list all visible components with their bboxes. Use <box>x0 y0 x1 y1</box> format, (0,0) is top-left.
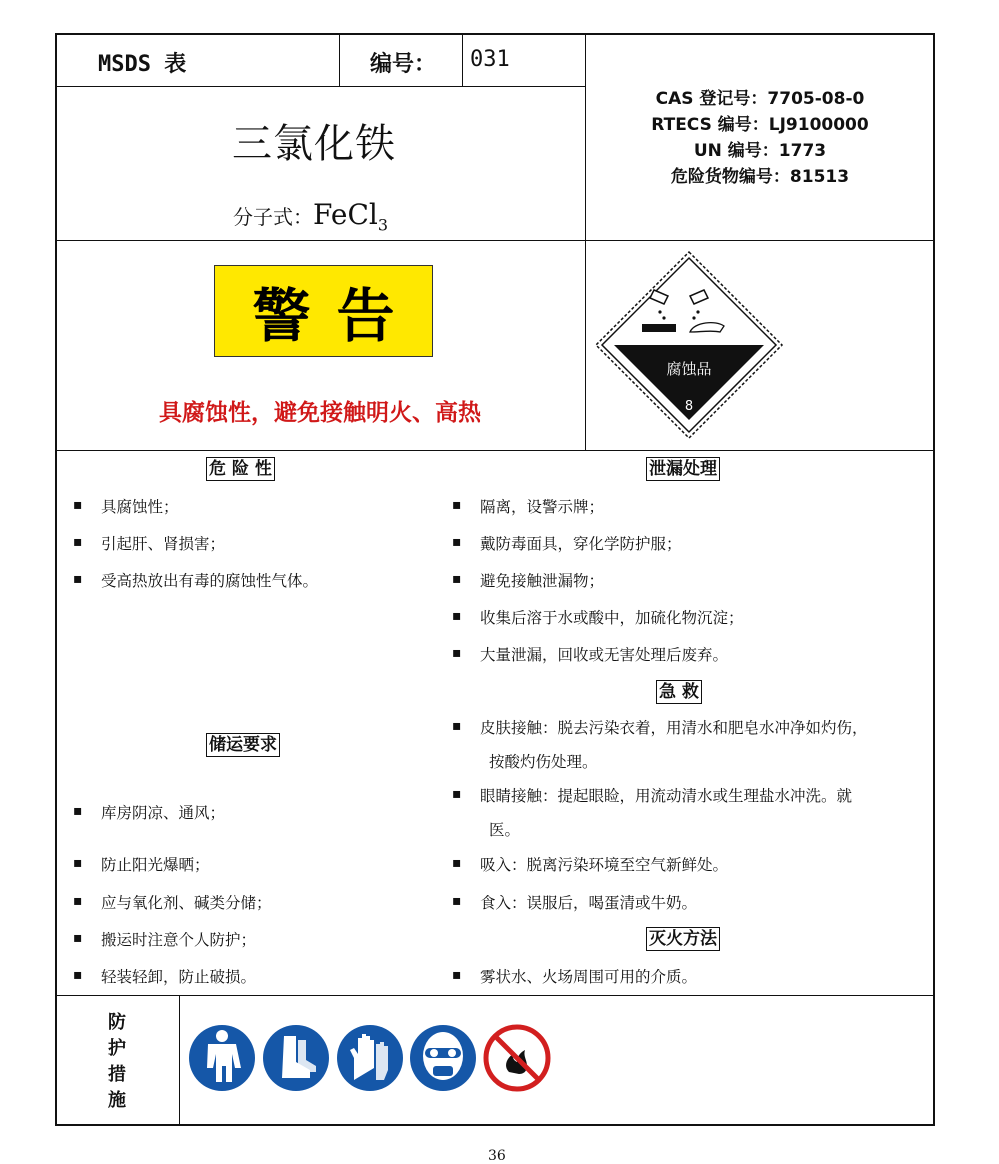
list-item: 避免接触泄漏物； <box>480 572 605 590</box>
safety-boots-icon <box>262 1022 330 1094</box>
list-item: 防止阳光爆晒； <box>101 856 210 874</box>
list-item: 收集后溶于水或酸中，加硫化物沉淀； <box>480 609 744 627</box>
list-item: 搬运时注意个人防护； <box>101 931 257 949</box>
divider <box>55 240 935 241</box>
list-item: 戴防毒面具，穿化学防护服； <box>480 535 682 553</box>
hazard-heading: 危 险 性 <box>206 457 275 481</box>
list-item: 库房阴凉、通风； <box>101 804 226 822</box>
divider <box>55 450 935 451</box>
list-item: 受高热放出有毒的腐蚀性气体。 <box>101 572 319 590</box>
msds-label: MSDS 表 <box>98 52 187 77</box>
divider <box>179 995 180 1126</box>
divider <box>55 86 585 87</box>
cas-number: CAS 登记号：7705-08-0 <box>655 89 865 109</box>
page-number: 36 <box>488 1148 506 1164</box>
list-item-cont: 医。 <box>489 821 521 839</box>
registry-codes <box>590 86 930 190</box>
list-item: 食入：误服后，喝蛋清或牛奶。 <box>480 894 698 912</box>
warning-subtitle: 具腐蚀性，避免接触明火、高热 <box>159 400 481 426</box>
no-fire-icon <box>483 1022 551 1094</box>
list-item: 应与氧化剂、碱类分储； <box>101 894 272 912</box>
substance-name: 三氯化铁 <box>232 121 396 167</box>
goggles-mask-icon <box>409 1022 477 1094</box>
list-item: 隔离，设警示牌； <box>480 498 605 516</box>
firstaid-heading: 急 救 <box>656 680 702 704</box>
number-label: 编号： <box>370 52 437 77</box>
warning-banner <box>214 265 433 357</box>
un-number: UN 编号：1773 <box>693 141 827 161</box>
hazard-class: 8 <box>684 399 694 414</box>
storage-heading: 储运要求 <box>206 733 280 757</box>
list-item: 吸入：脱离污染环境至空气新鲜处。 <box>480 856 729 874</box>
protection-label: 防 护 措 施 <box>108 1012 126 1111</box>
list-item-cont: 按酸灼伤处理。 <box>489 753 598 771</box>
protective-suit-icon <box>188 1022 256 1094</box>
list-item: 皮肤接触：脱去污染衣着，用清水和肥皂水冲净如灼伤， <box>480 719 868 737</box>
list-item: 轻装轻卸，防止破损。 <box>101 968 257 986</box>
warning-title: 警告 <box>252 282 421 350</box>
list-item: 具腐蚀性； <box>101 498 179 516</box>
formula-label: 分子式： <box>233 205 313 229</box>
leak-heading: 泄漏处理 <box>646 457 720 481</box>
dangerous-goods-number: 危险货物编号：81513 <box>670 167 850 187</box>
list-item: 雾状水、火场周围可用的介质。 <box>480 968 698 986</box>
formula-line <box>233 198 388 235</box>
fire-heading: 灭火方法 <box>646 927 720 951</box>
gloves-icon <box>336 1022 404 1094</box>
corrosive-hazard-sign <box>594 250 784 440</box>
formula: FeCl$_3$ <box>313 198 389 235</box>
hazard-label: 腐蚀品 <box>666 360 712 378</box>
divider <box>339 33 340 87</box>
number-value: 031 <box>470 47 510 72</box>
divider <box>585 33 586 451</box>
divider <box>55 995 935 996</box>
list-item: 眼睛接触：提起眼睑，用流动清水或生理盐水冲洗。就 <box>480 787 853 805</box>
divider <box>462 33 463 87</box>
rtecs-number: RTECS 编号：LJ9100000 <box>651 115 869 135</box>
list-item: 大量泄漏，回收或无害处理后废弃。 <box>480 646 729 664</box>
list-item: 引起肝、肾损害； <box>101 535 226 553</box>
